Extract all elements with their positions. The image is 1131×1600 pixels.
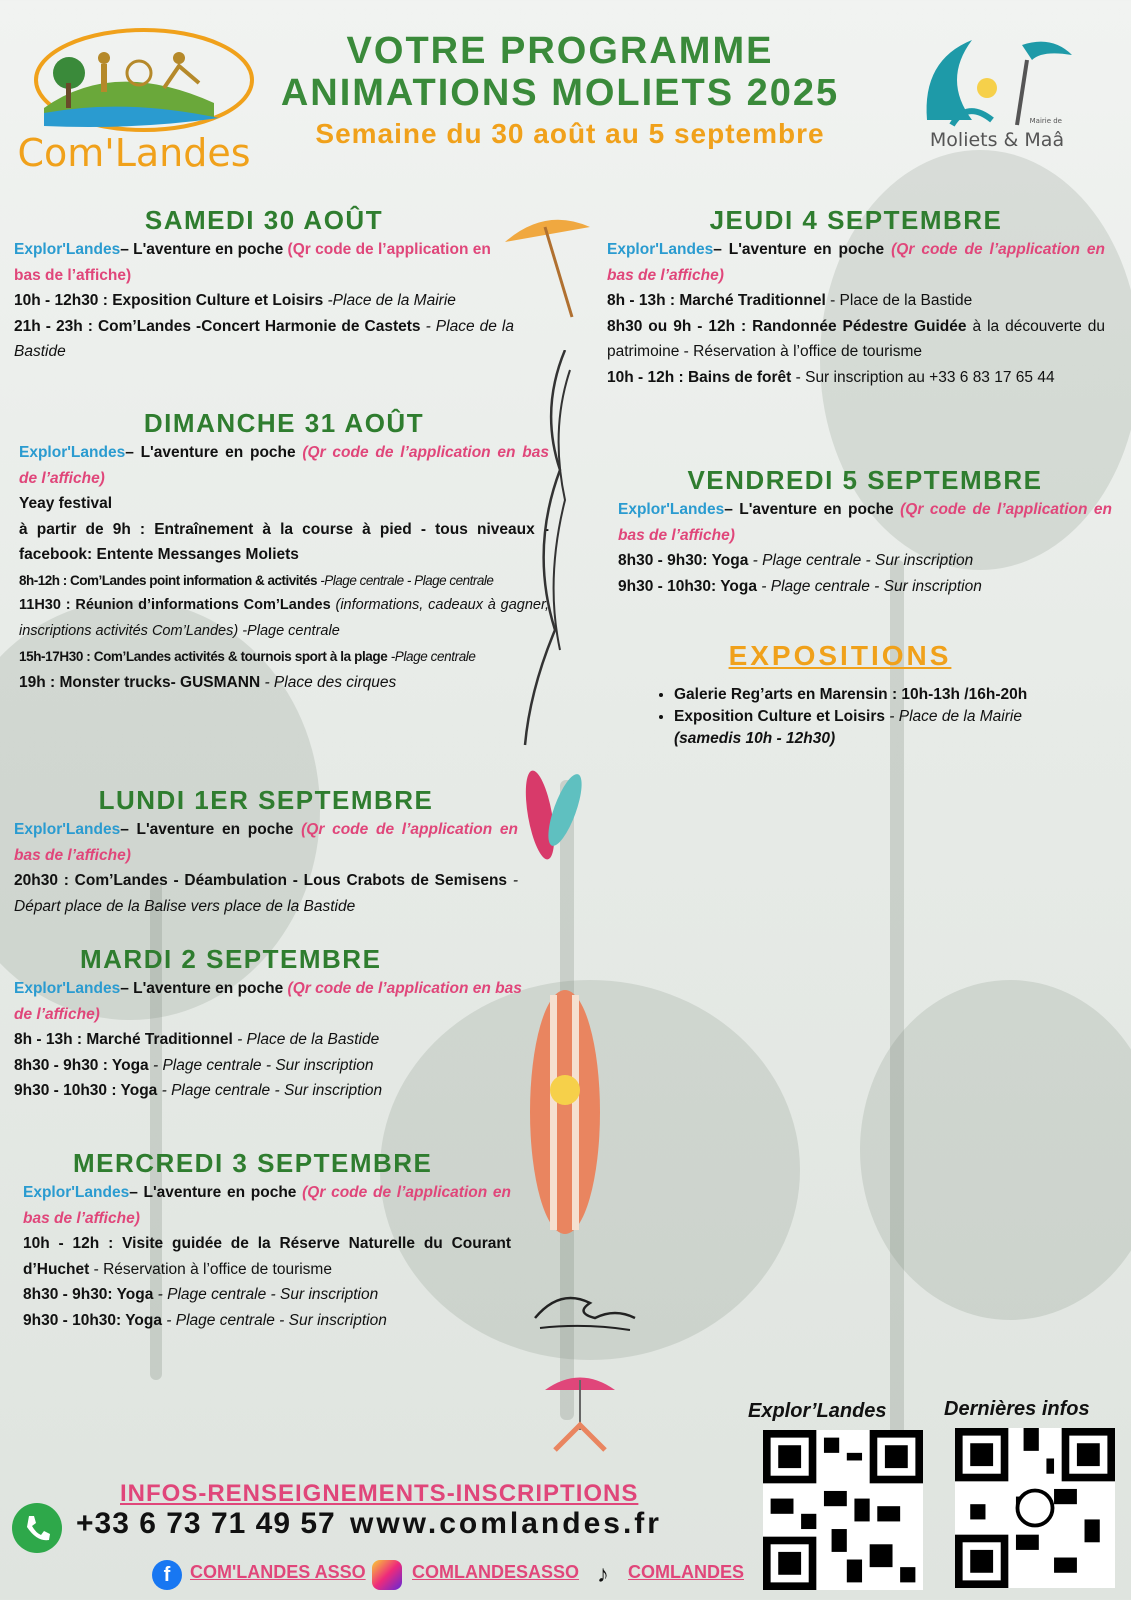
explor-landes-label: Explor'Landes [19, 444, 126, 461]
event-place: - Place de la Bastide [14, 317, 515, 360]
expo-label: Exposition Culture et Loisirs [674, 708, 885, 725]
event-time: 8h-12h : Com’Landes point information & activités [19, 572, 318, 588]
event-line: Yeay festival [19, 495, 113, 512]
surfboards-icon [515, 770, 595, 870]
wave-icon [530, 1278, 640, 1333]
event-place: -Plage centrale - Plage centrale [317, 572, 494, 588]
week-subtitle: Semaine du 30 août au 5 septembre [315, 118, 825, 149]
event-time: 8h - 13h : Marché Traditionnel [607, 292, 826, 309]
moliets-maa-logo [912, 30, 1082, 160]
aventure-label: – L'aventure en poche [125, 444, 303, 461]
qr-hint: (Qr code de l’application en bas de l’affiche) [14, 241, 491, 284]
event-time: 9h30 - 10h30: Yoga [618, 577, 757, 595]
event-place: - Réservation à l’office de tourisme [89, 1260, 332, 1278]
parasol-icon [500, 212, 595, 322]
event-place: -Plage centrale [387, 649, 476, 664]
explor-landes-label: Explor'Landes [618, 501, 725, 518]
expo-place: - Place de la Mairie [885, 708, 1022, 725]
event-time: 10h - 12h : Bains de forêt [607, 368, 792, 386]
explor-landes-label: Explor'Landes [14, 821, 121, 838]
svg-text:Mairie de: Mairie de [1029, 117, 1062, 125]
event-time: 8h - 13h : Marché Traditionnel [14, 1031, 233, 1048]
qr-label-infos: Dernières infos [944, 1398, 1090, 1420]
qr-hint: (Qr code de l’application en bas de l’affiche) [14, 821, 518, 864]
title-line-1: VOTRE PROGRAMME [346, 30, 774, 72]
event-time: 19h : Monster trucks- GUSMANN [19, 673, 261, 691]
qr-label-explor: Explor’Landes [748, 1400, 887, 1422]
facebook-icon[interactable]: f [152, 1560, 182, 1590]
qr-hint: (Qr code de l’application en bas de l’affiche) [618, 501, 1112, 544]
event-time: 8h30 - 9h30: Yoga [23, 1286, 154, 1303]
day-samedi [14, 205, 514, 365]
day-title: DIMANCHE 31 AOÛT [143, 408, 425, 438]
event-place: - Sur inscription au +33 6 83 17 65 44 [791, 368, 1055, 386]
phone-icon[interactable] [12, 1503, 62, 1553]
event-time: 20h30 : Com’Landes - Déambulation - Lous Crabots de Semisens [14, 872, 508, 889]
day-title: JEUDI 4 SEPTEMBRE [709, 205, 1003, 235]
qr-code-infos[interactable] [955, 1428, 1115, 1588]
event-line: à partir de 9h : Entraînement à la course à pied - tous niveaux - facebook: Entente Messanges Moliets [19, 520, 549, 563]
aventure-label: – L'aventure en poche [129, 1184, 303, 1201]
event-time: 9h30 - 10h30 : Yoga [14, 1082, 158, 1099]
event-place: - Plage centrale - Sur inscription [148, 1056, 374, 1074]
event-place: - Plage centrale - Sur inscription [748, 552, 974, 569]
event-place: - Place de la Bastide [825, 292, 973, 309]
event-time: 15h-17H30 : Com’Landes activités & tournois sport à la plage [19, 649, 388, 664]
svg-text:Com'Landes: Com'Landes [17, 131, 251, 175]
event-place: - Plage centrale - Sur inscription [757, 577, 982, 595]
day-dimanche [19, 408, 549, 695]
expositions-list [656, 684, 1096, 750]
comlandes-logo [14, 18, 254, 178]
event-place: - Place des cirques [260, 673, 397, 691]
explor-landes-label: Explor'Landes [14, 241, 121, 258]
day-title: MARDI 2 SEPTEMBRE [80, 944, 382, 974]
qr-code-explor[interactable] [763, 1430, 923, 1590]
event-place: - Départ place de la Balise vers place de la Bastide [14, 872, 518, 915]
surfboard-icon [520, 985, 610, 1240]
event-time: 8h30 ou 9h - 12h : Randonnée Pédestre Guidée [607, 317, 967, 335]
event-time: 21h - 23h : Com’Landes -Concert Harmonie de Castets [14, 317, 421, 335]
svg-text:Moliets & Maâ: Moliets & Maâ [929, 129, 1065, 151]
aventure-label: – L'aventure en poche [713, 241, 892, 258]
day-title: MERCREDI 3 SEPTEMBRE [73, 1148, 433, 1178]
event-time: 10h - 12h30 : Exposition Culture et Loisirs [14, 292, 324, 309]
list-item: • Galerie Reg’arts en Marensin : 10h-13h /16h-20h [674, 684, 1096, 706]
day-jeudi [607, 205, 1105, 390]
infos-title: INFOS-RENSEIGNEMENTS-INSCRIPTIONS [120, 1480, 639, 1507]
day-title: VENDREDI 5 SEPTEMBRE [687, 465, 1043, 495]
instagram-link[interactable]: COMLANDESASSO [412, 1562, 580, 1582]
rope-decoration [510, 350, 580, 750]
beach-chair-icon [545, 1370, 620, 1455]
event-place: - Plage centrale - Sur inscription [153, 1286, 379, 1303]
list-item [674, 706, 1096, 750]
day-title: SAMEDI 30 AOÛT [144, 205, 384, 235]
event-place: - Plage centrale - Sur inscription [157, 1082, 383, 1099]
qr-hint: (Qr code de l’application en bas de l’affiche) [14, 980, 522, 1023]
expositions-title: EXPOSITIONS [728, 640, 952, 671]
facebook-link[interactable]: COM'LANDES ASSO [190, 1562, 366, 1582]
explor-landes-label: Explor'Landes [607, 241, 714, 258]
event-place: à la découverte du patrimoine - Réservation à l’office de tourisme [607, 317, 1105, 360]
phone-number[interactable]: +33 6 73 71 49 57 [76, 1507, 336, 1540]
qr-hint: (Qr code de l’application en bas de l’affiche) [23, 1184, 511, 1227]
website-link[interactable]: www.comlandes.fr [350, 1507, 662, 1540]
explor-landes-label: Explor'Landes [14, 980, 121, 997]
day-vendredi [618, 465, 1112, 599]
title-line-2: ANIMATIONS MOLIETS 2025 [280, 72, 840, 114]
event-time: 8h30 - 9h30: Yoga [618, 552, 749, 569]
aventure-label: – L'aventure en poche [120, 241, 288, 258]
event-time: 11H30 : Réunion d’informations Com’Landes [19, 597, 331, 613]
event-time: 8h30 - 9h30 : Yoga [14, 1056, 149, 1074]
tiktok-icon: ♪ [597, 1561, 609, 1588]
qr-hint: (Qr code de l’application en bas de l’affiche) [607, 241, 1105, 284]
event-place: -Place de la Mairie [323, 292, 456, 309]
tiktok-link[interactable]: COMLANDES [628, 1562, 744, 1582]
event-place: - Plage centrale - Sur inscription [162, 1311, 387, 1329]
event-place: (informations, cadeaux à gagner, inscriptions activités Com’Landes) -Plage centrale [19, 597, 550, 639]
day-mercredi [23, 1148, 511, 1333]
explor-landes-label: Explor'Landes [23, 1184, 130, 1201]
qr-hint: (Qr code de l’application en bas de l’affiche) [19, 444, 549, 487]
day-lundi [14, 785, 518, 919]
expo-schedule: (samedis 10h - 12h30) [674, 730, 836, 747]
aventure-label: – L'aventure en poche [120, 821, 302, 838]
day-title: LUNDI 1ER SEPTEMBRE [98, 785, 434, 815]
aventure-label: – L'aventure en poche [120, 980, 288, 997]
aventure-label: – L'aventure en poche [724, 501, 901, 518]
event-place: - Place de la Bastide [232, 1031, 380, 1048]
day-mardi [14, 944, 534, 1104]
event-time: 10h - 12h : Visite guidée de la Réserve Naturelle du Courant d’Huchet [23, 1235, 511, 1278]
event-time: 9h30 - 10h30: Yoga [23, 1311, 162, 1329]
instagram-icon[interactable] [372, 1560, 402, 1590]
